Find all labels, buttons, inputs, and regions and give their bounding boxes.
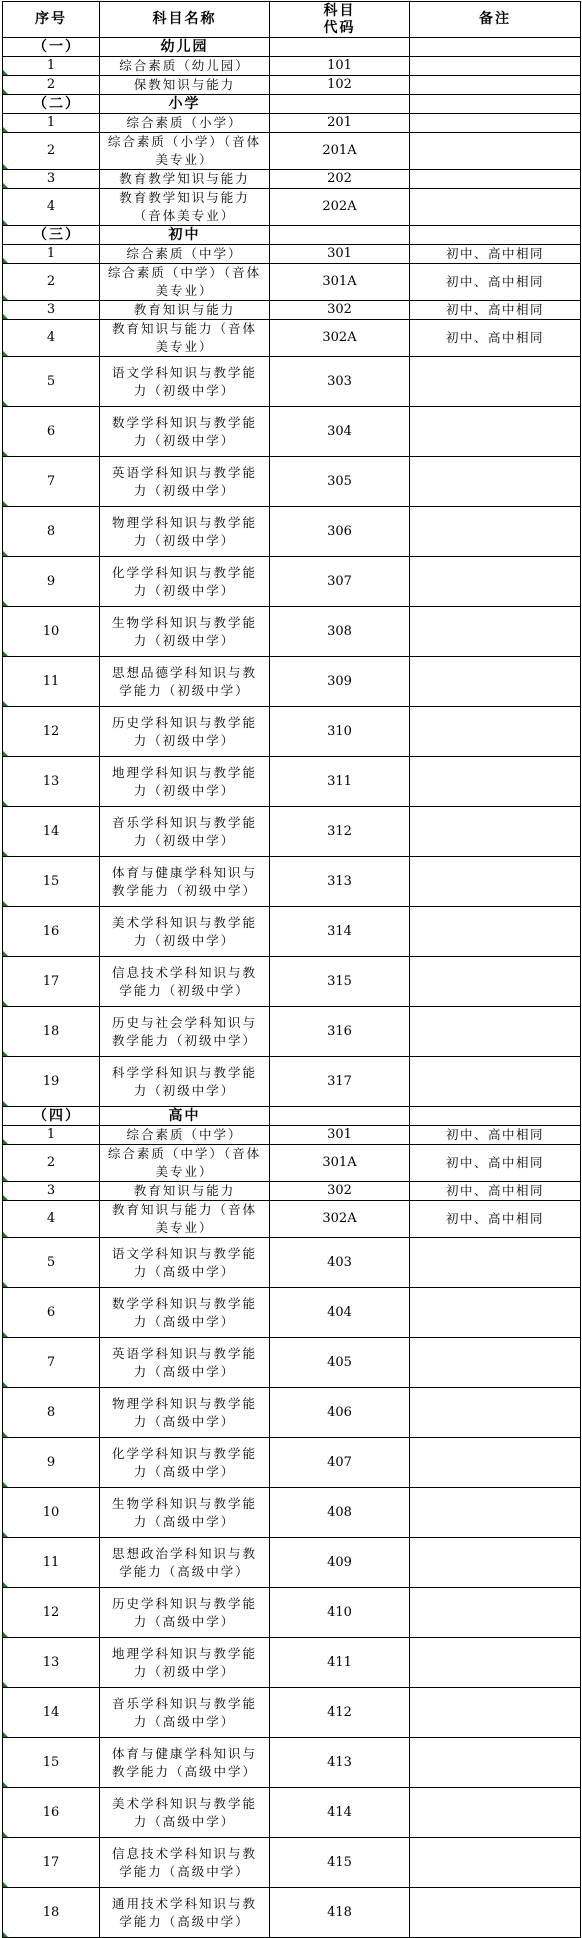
subject-code: 307 — [270, 557, 410, 607]
row-number: 3 — [3, 301, 100, 320]
subject-note — [410, 1438, 581, 1488]
section-row — [3, 38, 581, 57]
subject-note — [410, 133, 581, 170]
header-code — [270, 2, 410, 38]
subject-code: 415 — [270, 1838, 410, 1888]
subject-note — [410, 1538, 581, 1588]
subject-code: 305 — [270, 457, 410, 507]
subject-note: 初中、高中相同 — [410, 301, 581, 320]
subject-note — [410, 707, 581, 757]
subject-name: 综合素质（小学） — [100, 114, 270, 133]
subject-code: 414 — [270, 1788, 410, 1838]
exam-subject-table — [2, 1, 581, 1938]
table-row — [3, 507, 581, 557]
subject-name: 保教知识与能力 — [100, 76, 270, 95]
table-row — [3, 57, 581, 76]
row-number: 12 — [3, 1588, 100, 1638]
subject-note: 初中、高中相同 — [410, 1126, 581, 1145]
subject-note — [410, 457, 581, 507]
section-empty-cell — [410, 1107, 581, 1126]
subject-code: 302A — [270, 320, 410, 357]
subject-name: 思想政治学科知识与教学能力（高级中学） — [100, 1538, 270, 1588]
subject-code: 310 — [270, 707, 410, 757]
row-number: 6 — [3, 1288, 100, 1338]
subject-note: 初中、高中相同 — [410, 1182, 581, 1201]
subject-name: 综合素质（小学）（音体美专业） — [100, 133, 270, 170]
table-row — [3, 264, 581, 301]
table-row — [3, 657, 581, 707]
subject-note: 初中、高中相同 — [410, 245, 581, 264]
table-row — [3, 457, 581, 507]
table-row — [3, 557, 581, 607]
table-row — [3, 807, 581, 857]
section-row — [3, 95, 581, 114]
row-number: 5 — [3, 357, 100, 407]
subject-code: 411 — [270, 1638, 410, 1688]
table-row — [3, 707, 581, 757]
subject-note — [410, 76, 581, 95]
subject-note — [410, 1738, 581, 1788]
section-title: 小学 — [100, 95, 270, 114]
table-row — [3, 407, 581, 457]
subject-code: 306 — [270, 507, 410, 557]
subject-code: 201A — [270, 133, 410, 170]
row-number: 13 — [3, 1638, 100, 1688]
subject-note — [410, 1788, 581, 1838]
subject-note: 初中、高中相同 — [410, 1201, 581, 1238]
table-row — [3, 857, 581, 907]
subject-name: 英语学科知识与教学能力（初级中学） — [100, 457, 270, 507]
subject-code: 408 — [270, 1488, 410, 1538]
table-row — [3, 1788, 581, 1838]
section-title: 初中 — [100, 226, 270, 245]
subject-code: 412 — [270, 1688, 410, 1738]
section-title: 幼儿园 — [100, 38, 270, 57]
subject-name: 思想品德学科知识与教学能力（初级中学） — [100, 657, 270, 707]
subject-code: 101 — [270, 57, 410, 76]
subject-name: 科学学科知识与教学能力（初级中学） — [100, 1057, 270, 1107]
subject-name: 语文学科知识与教学能力（高级中学） — [100, 1238, 270, 1288]
table-row — [3, 357, 581, 407]
table-row — [3, 1145, 581, 1182]
subject-code: 309 — [270, 657, 410, 707]
row-number: 6 — [3, 407, 100, 457]
section-empty-cell — [410, 226, 581, 245]
subject-note — [410, 57, 581, 76]
subject-name: 物理学科知识与教学能力（初级中学） — [100, 507, 270, 557]
row-number: 10 — [3, 1488, 100, 1538]
table-row — [3, 133, 581, 170]
subject-code: 313 — [270, 857, 410, 907]
table-row — [3, 1057, 581, 1107]
row-number: 4 — [3, 320, 100, 357]
subject-note — [410, 857, 581, 907]
subject-name: 音乐学科知识与教学能力（高级中学） — [100, 1688, 270, 1738]
subject-note — [410, 607, 581, 657]
header-seq: 序号 — [3, 2, 100, 38]
subject-note — [410, 1488, 581, 1538]
row-number: 1 — [3, 57, 100, 76]
subject-note — [410, 357, 581, 407]
section-label: （三） — [3, 226, 100, 245]
subject-name: 综合素质（中学）（音体美专业） — [100, 264, 270, 301]
row-number: 3 — [3, 170, 100, 189]
row-number: 11 — [3, 657, 100, 707]
subject-code: 301A — [270, 264, 410, 301]
row-number: 9 — [3, 1438, 100, 1488]
subject-note — [410, 507, 581, 557]
header-name: 科目名称 — [100, 2, 270, 38]
subject-name: 体育与健康学科知识与教学能力（初级中学） — [100, 857, 270, 907]
header-row — [3, 2, 581, 38]
subject-code: 409 — [270, 1538, 410, 1588]
subject-code: 301 — [270, 1126, 410, 1145]
subject-name: 美术学科知识与教学能力（高级中学） — [100, 1788, 270, 1838]
subject-name: 数学学科知识与教学能力（初级中学） — [100, 407, 270, 457]
subject-code: 301A — [270, 1145, 410, 1182]
subject-code: 202A — [270, 189, 410, 226]
table-row — [3, 114, 581, 133]
table-row — [3, 1338, 581, 1388]
row-number: 16 — [3, 1788, 100, 1838]
subject-name: 综合素质（中学）（音体美专业） — [100, 1145, 270, 1182]
subject-code: 102 — [270, 76, 410, 95]
subject-note — [410, 907, 581, 957]
row-number: 7 — [3, 1338, 100, 1388]
subject-name: 教育教学知识与能力 — [100, 170, 270, 189]
subject-name: 教育知识与能力 — [100, 301, 270, 320]
table-row — [3, 1838, 581, 1888]
row-number: 18 — [3, 1888, 100, 1938]
section-empty-cell — [270, 95, 410, 114]
table-row — [3, 1201, 581, 1238]
subject-name: 英语学科知识与教学能力（高级中学） — [100, 1338, 270, 1388]
subject-code: 304 — [270, 407, 410, 457]
subject-note — [410, 114, 581, 133]
section-title: 高中 — [100, 1107, 270, 1126]
subject-note: 初中、高中相同 — [410, 264, 581, 301]
subject-name: 历史学科知识与教学能力（初级中学） — [100, 707, 270, 757]
header-code-line1: 科目 — [323, 2, 356, 19]
subject-name: 历史与社会学科知识与教学能力（初级中学） — [100, 1007, 270, 1057]
row-number: 9 — [3, 557, 100, 607]
subject-note — [410, 957, 581, 1007]
subject-code: 315 — [270, 957, 410, 1007]
table-row — [3, 1888, 581, 1938]
subject-code: 302 — [270, 301, 410, 320]
subject-code: 202 — [270, 170, 410, 189]
row-number: 14 — [3, 1688, 100, 1738]
subject-code: 418 — [270, 1888, 410, 1938]
row-number: 3 — [3, 1182, 100, 1201]
subject-code: 404 — [270, 1288, 410, 1338]
row-number: 2 — [3, 1145, 100, 1182]
subject-name: 地理学科知识与教学能力（初级中学） — [100, 757, 270, 807]
subject-note — [410, 407, 581, 457]
subject-note — [410, 1588, 581, 1638]
subject-name: 体育与健康学科知识与教学能力（高级中学） — [100, 1738, 270, 1788]
subject-code: 406 — [270, 1388, 410, 1438]
subject-code: 413 — [270, 1738, 410, 1788]
subject-note — [410, 657, 581, 707]
section-label: （四） — [3, 1107, 100, 1126]
subject-code: 316 — [270, 1007, 410, 1057]
row-number: 7 — [3, 457, 100, 507]
table-row — [3, 1126, 581, 1145]
table-row — [3, 907, 581, 957]
subject-code: 302 — [270, 1182, 410, 1201]
row-number: 18 — [3, 1007, 100, 1057]
subject-code: 405 — [270, 1338, 410, 1388]
row-number: 17 — [3, 1838, 100, 1888]
section-empty-cell — [410, 95, 581, 114]
row-number: 17 — [3, 957, 100, 1007]
row-number: 1 — [3, 114, 100, 133]
subject-note: 初中、高中相同 — [410, 320, 581, 357]
table-row — [3, 1288, 581, 1338]
table-row — [3, 301, 581, 320]
subject-note — [410, 1238, 581, 1288]
header-code-line2: 代码 — [323, 19, 356, 36]
subject-name: 教育知识与能力（音体美专业） — [100, 320, 270, 357]
subject-name: 教育知识与能力（音体美专业） — [100, 1201, 270, 1238]
table-row — [3, 1238, 581, 1288]
subject-code: 317 — [270, 1057, 410, 1107]
subject-name: 教育知识与能力 — [100, 1182, 270, 1201]
subject-code: 303 — [270, 357, 410, 407]
subject-name: 历史学科知识与教学能力（高级中学） — [100, 1588, 270, 1638]
subject-name: 综合素质（幼儿园） — [100, 57, 270, 76]
subject-name: 美术学科知识与教学能力（初级中学） — [100, 907, 270, 957]
row-number: 13 — [3, 757, 100, 807]
subject-note — [410, 170, 581, 189]
subject-name: 生物学科知识与教学能力（初级中学） — [100, 607, 270, 657]
row-number: 1 — [3, 1126, 100, 1145]
subject-code: 301 — [270, 245, 410, 264]
row-number: 15 — [3, 857, 100, 907]
table-row — [3, 76, 581, 95]
subject-name: 化学学科知识与教学能力（初级中学） — [100, 557, 270, 607]
table-row — [3, 170, 581, 189]
table-row — [3, 1688, 581, 1738]
subject-note — [410, 757, 581, 807]
table-row — [3, 757, 581, 807]
subject-name: 信息技术学科知识与教学能力（高级中学） — [100, 1838, 270, 1888]
row-number: 5 — [3, 1238, 100, 1288]
subject-note — [410, 189, 581, 226]
subject-name: 综合素质（中学） — [100, 245, 270, 264]
table-row — [3, 1007, 581, 1057]
row-number: 12 — [3, 707, 100, 757]
subject-note — [410, 1007, 581, 1057]
subject-code: 312 — [270, 807, 410, 857]
subject-name: 教育教学知识与能力（音体美专业） — [100, 189, 270, 226]
subject-name: 通用技术学科知识与教学能力（高级中学） — [100, 1888, 270, 1938]
section-row — [3, 1107, 581, 1126]
row-number: 16 — [3, 907, 100, 957]
subject-code: 410 — [270, 1588, 410, 1638]
subject-note — [410, 1688, 581, 1738]
subject-note — [410, 1057, 581, 1107]
table-row — [3, 320, 581, 357]
section-label: （二） — [3, 95, 100, 114]
table-body — [3, 2, 581, 1938]
subject-code: 314 — [270, 907, 410, 957]
subject-name: 生物学科知识与教学能力（高级中学） — [100, 1488, 270, 1538]
table-row — [3, 607, 581, 657]
subject-note — [410, 1388, 581, 1438]
subject-note — [410, 1338, 581, 1388]
table-row — [3, 1438, 581, 1488]
subject-name: 物理学科知识与教学能力（高级中学） — [100, 1388, 270, 1438]
row-number: 8 — [3, 507, 100, 557]
table-row — [3, 1182, 581, 1201]
subject-name: 音乐学科知识与教学能力（初级中学） — [100, 807, 270, 857]
subject-note — [410, 807, 581, 857]
section-empty-cell — [410, 38, 581, 57]
section-empty-cell — [270, 1107, 410, 1126]
row-number: 1 — [3, 245, 100, 264]
row-number: 8 — [3, 1388, 100, 1438]
row-number: 19 — [3, 1057, 100, 1107]
subject-code: 311 — [270, 757, 410, 807]
section-label: （一） — [3, 38, 100, 57]
row-number: 2 — [3, 264, 100, 301]
subject-name: 信息技术学科知识与教学能力（初级中学） — [100, 957, 270, 1007]
subject-name: 数学学科知识与教学能力（高级中学） — [100, 1288, 270, 1338]
subject-note — [410, 557, 581, 607]
subject-name: 综合素质（中学） — [100, 1126, 270, 1145]
subject-name: 语文学科知识与教学能力（初级中学） — [100, 357, 270, 407]
section-row — [3, 226, 581, 245]
row-number: 11 — [3, 1538, 100, 1588]
header-note: 备注 — [410, 2, 581, 38]
subject-note — [410, 1888, 581, 1938]
table-row — [3, 1588, 581, 1638]
table-row — [3, 1738, 581, 1788]
table-row — [3, 1388, 581, 1438]
table-row — [3, 957, 581, 1007]
subject-code: 407 — [270, 1438, 410, 1488]
row-number: 2 — [3, 76, 100, 95]
row-number: 14 — [3, 807, 100, 857]
section-empty-cell — [270, 226, 410, 245]
subject-name: 化学学科知识与教学能力（高级中学） — [100, 1438, 270, 1488]
row-number: 4 — [3, 189, 100, 226]
subject-note: 初中、高中相同 — [410, 1145, 581, 1182]
subject-name: 地理学科知识与教学能力（初级中学） — [100, 1638, 270, 1688]
subject-code: 302A — [270, 1201, 410, 1238]
row-number: 2 — [3, 133, 100, 170]
section-empty-cell — [270, 38, 410, 57]
subject-note — [410, 1288, 581, 1338]
subject-code: 403 — [270, 1238, 410, 1288]
row-number: 10 — [3, 607, 100, 657]
row-number: 15 — [3, 1738, 100, 1788]
table-row — [3, 1538, 581, 1588]
subject-code: 308 — [270, 607, 410, 657]
subject-note — [410, 1838, 581, 1888]
subject-code: 201 — [270, 114, 410, 133]
table-row — [3, 1488, 581, 1538]
table-row — [3, 189, 581, 226]
row-number: 4 — [3, 1201, 100, 1238]
table-row — [3, 245, 581, 264]
